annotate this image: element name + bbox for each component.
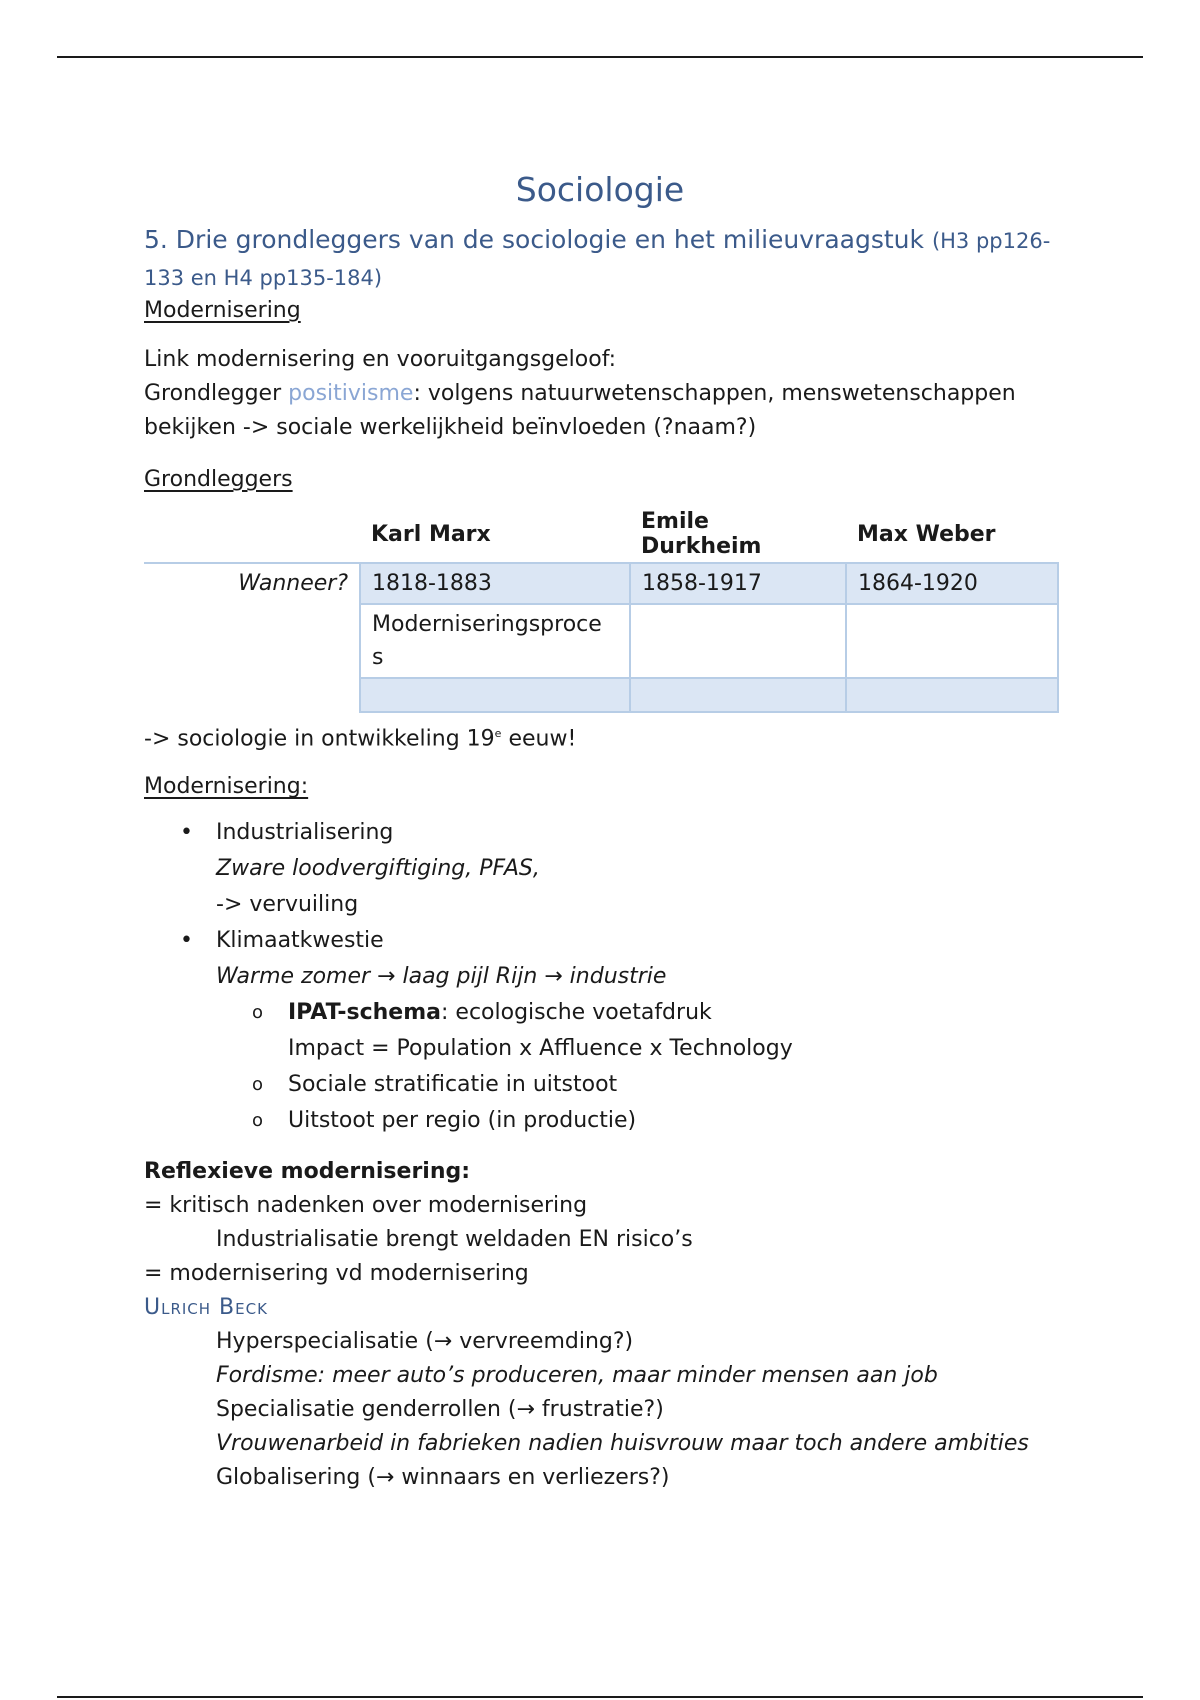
footer-rule — [57, 1696, 1143, 1698]
table-cell: 1858-1917 — [630, 563, 846, 604]
chapter-heading — [144, 222, 1064, 296]
beck-point: Specialisatie genderrollen (→ frustratie?) — [216, 1397, 664, 1423]
author-ulrich-beck: Ulrich Beck — [144, 1295, 268, 1321]
founders-table — [144, 506, 1059, 713]
beck-point: Vrouwenarbeid in fabrieken nadien huisvrouw maar toch andere ambities — [216, 1431, 1029, 1457]
beck-point: Hyperspecialisatie (→ vervreemding?) — [216, 1329, 634, 1355]
beck-point: Globalisering (→ winnaars en verliezers?) — [216, 1465, 670, 1491]
sub-list — [216, 995, 1064, 1139]
section-modernisering: Modernisering — [144, 298, 301, 323]
intro-founder: Grondlegger — [144, 381, 282, 406]
table-row — [144, 604, 1058, 678]
table-cell — [630, 678, 846, 712]
table-cell — [846, 604, 1058, 678]
header-marx: Karl Marx — [371, 521, 491, 547]
intro-rest: : volgens natuurwetenschappen, menswetenschappen bekijken -> sociale werkelijkheid beïnvloeden (?naam?) — [144, 381, 1016, 440]
page-title: Sociologie — [515, 170, 685, 209]
intro-paragraph — [144, 377, 1064, 445]
list-item: • Industrialisering Zware loodvergiftiging, PFAS, -> vervuiling — [216, 815, 1064, 923]
table-note: -> sociologie in ontwikkeling 19e eeuw! — [144, 726, 577, 752]
list-item: o Sociale stratificatie in uitstoot — [288, 1067, 1064, 1103]
reflexive-line: = modernisering vd modernisering — [144, 1261, 529, 1287]
positivisme-term: positivisme — [288, 381, 414, 406]
list-item: • Klimaatkwestie Warme zomer → laag pijl Rijn → industrie o IPAT-schema: ecologische voetafdruk Impact = Population x Affluence x Technology o Sociale stratificatie in uitstoot o Uitstoot per regio (in productie) — [216, 923, 1064, 1139]
list-item: o IPAT-schema: ecologische voetafdruk Impact = Population x Affluence x Technology — [288, 995, 1064, 1067]
table-cell — [846, 678, 1058, 712]
table-cell: 1864-1920 — [846, 563, 1058, 604]
section-grondleggers: Grondleggers — [144, 467, 293, 492]
table-cell — [360, 678, 630, 712]
table-cell: Moderniseringsproce s — [360, 604, 630, 678]
document-body — [144, 222, 1064, 1495]
header-durkheim: Emile Durkheim — [641, 509, 762, 559]
table-row — [144, 678, 1058, 712]
chapter-heading-ref: (H3 pp126-133 en H4 pp135-184) — [144, 229, 1051, 290]
table-cell — [630, 604, 846, 678]
header-weber: Max Weber — [857, 521, 996, 547]
header-rule — [57, 56, 1143, 58]
reflexive-line: Industrialisatie brengt weldaden EN risico’s — [216, 1227, 693, 1253]
section-modernisering-list: Modernisering: — [144, 774, 309, 800]
modernisering-list — [144, 815, 1064, 1139]
beck-point: Fordisme: meer auto’s produceren, maar minder mensen aan job — [216, 1363, 938, 1389]
row-label-wanneer: Wanneer? — [144, 563, 360, 604]
reflexive-line: = kritisch nadenken over modernisering — [144, 1193, 588, 1219]
table-row — [144, 563, 1058, 604]
table-cell: 1818-1883 — [360, 563, 630, 604]
table-header-row — [144, 506, 1058, 563]
reflexive-title: Reflexieve modernisering: — [144, 1159, 471, 1185]
intro-line-1: Link modernisering en vooruitgangsgeloof: — [144, 347, 617, 372]
list-item: o Uitstoot per regio (in productie) — [288, 1103, 1064, 1139]
chapter-heading-text: 5. Drie grondleggers van de sociologie en het milieuvraagstuk — [144, 225, 924, 254]
